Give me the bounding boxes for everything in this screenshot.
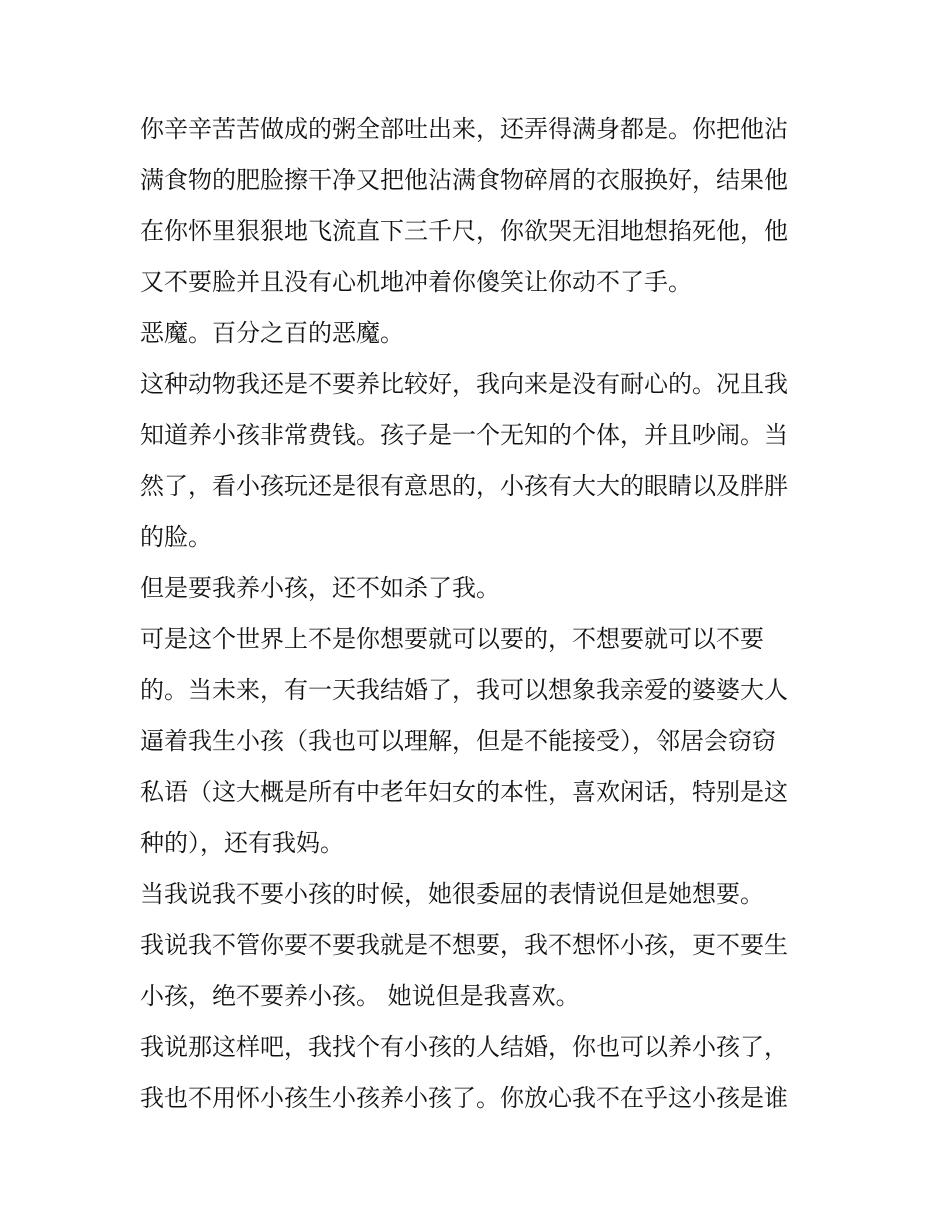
text-line: 又不要脸并且没有心机地冲着你傻笑让你动不了手。 bbox=[140, 268, 692, 296]
body-text bbox=[140, 112, 816, 1132]
text-line: 逼着我生小孩（我也可以理解，但是不能接受），邻居会窃窃 bbox=[140, 727, 776, 755]
text-line: 私语（这大概是所有中老年妇女的本性，喜欢闲话，特别是这 bbox=[140, 778, 788, 806]
text-line: 我说我不管你要不要我就是不想要，我不想怀小孩，更不要生 bbox=[140, 931, 788, 959]
text-line: 当我说我不要小孩的时候，她很委屈的表情说但是她想要。 bbox=[140, 880, 764, 908]
text-line: 的。当未来，有一天我结婚了，我可以想象我亲爱的婆婆大人 bbox=[140, 676, 788, 704]
text-line: 种的），还有我妈。 bbox=[140, 829, 344, 857]
text-line: 但是要我养小孩，还不如杀了我。 bbox=[140, 574, 500, 602]
text-line: 的脸。 bbox=[140, 523, 212, 551]
text-line: 可是这个世界上不是你想要就可以要的，不想要就可以不要 bbox=[140, 625, 764, 653]
text-line: 恶魔。百分之百的恶魔。 bbox=[140, 319, 404, 347]
text-line: 满食物的肥脸擦干净又把他沾满食物碎屑的衣服换好，结果他 bbox=[140, 166, 788, 194]
text-line: 你辛辛苦苦做成的粥全部吐出来，还弄得满身都是。你把他沾 bbox=[140, 115, 788, 143]
text-line: 知道养小孩非常费钱。孩子是一个无知的个体，并且吵闹。当 bbox=[140, 421, 788, 449]
text-line: 我说那这样吧，我找个有小孩的人结婚，你也可以养小孩了， bbox=[140, 1033, 788, 1061]
text-line: 我也不用怀小孩生小孩养小孩了。你放心我不在乎这小孩是谁 bbox=[140, 1084, 788, 1112]
text-line: 在你怀里狠狠地飞流直下三千尺，你欲哭无泪地想掐死他，他 bbox=[140, 217, 788, 245]
text-line: 然了，看小孩玩还是很有意思的，小孩有大大的眼睛以及胖胖 bbox=[140, 472, 788, 500]
text-line: 小孩，绝不要养小孩。 她说但是我喜欢。 bbox=[140, 982, 580, 1010]
text-line: 这种动物我还是不要养比较好，我向来是没有耐心的。况且我 bbox=[140, 370, 788, 398]
